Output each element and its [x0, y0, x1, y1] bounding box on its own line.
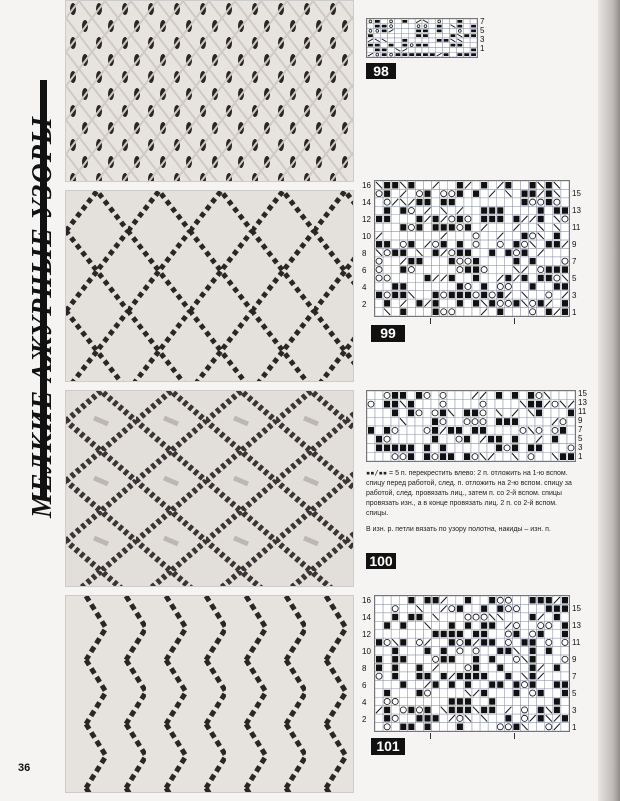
- page-title: МЕЛКИЕ АЖУРНЫЕ УЗОРЫ: [27, 115, 58, 519]
- cable-symbol: ▪▪/▪▪: [366, 469, 388, 477]
- row-number: 12: [362, 630, 371, 639]
- chart-101-row-numbers-right: [572, 605, 581, 741]
- page-number: 36: [18, 762, 31, 774]
- legend-note: В изн. р. петли вязать по узору полотна, накиды – изн. п.: [366, 526, 551, 533]
- row-number: 5: [572, 274, 577, 283]
- repeat-marker: [430, 318, 431, 324]
- row-number: 7: [572, 257, 577, 266]
- chart-100-row-numbers: [578, 390, 587, 462]
- chart-98: [366, 18, 478, 58]
- row-number: 7: [480, 17, 485, 26]
- row-number: 10: [362, 647, 371, 656]
- pattern-label-100: 100: [366, 553, 396, 569]
- row-number: 5: [572, 689, 577, 698]
- row-number: 1: [578, 452, 583, 461]
- swatch-photo-98: [65, 0, 354, 182]
- chart-99-row-numbers-right: [572, 190, 581, 326]
- row-number: 2: [362, 715, 367, 724]
- row-number: 7: [572, 672, 577, 681]
- row-number: 8: [362, 664, 367, 673]
- row-number: 4: [362, 283, 367, 292]
- legend-text: = 5 п. перекрестить влево: 2 п. отложить на 1-ю вспом. спицу перед работой, след. п. отложить на 2-ю вспом. спицу за работой, след. провязать лиц., затем п. со 2-й вспом. спицы провязать изн., а в конце провязать лиц. 2 п. со 2-й вспом. спицы.: [366, 470, 572, 517]
- row-number: 1: [572, 723, 577, 732]
- row-number: 9: [572, 655, 577, 664]
- pattern-label-101: 101: [371, 738, 405, 755]
- row-number: 15: [578, 389, 587, 398]
- row-number: 11: [572, 223, 581, 232]
- repeat-marker: [514, 318, 515, 324]
- row-number: 3: [572, 291, 577, 300]
- legend-cable-description: [366, 468, 576, 519]
- repeat-marker: [430, 733, 431, 739]
- row-number: 11: [578, 407, 587, 416]
- row-number: 11: [572, 638, 581, 647]
- legend: [366, 468, 576, 541]
- row-number: 1: [572, 308, 577, 317]
- chart-99-row-numbers-left: [362, 182, 371, 318]
- swatch-photo-101: [65, 595, 354, 793]
- row-number: 1: [480, 44, 485, 53]
- binding-spine: [598, 0, 620, 801]
- row-number: 3: [480, 35, 485, 44]
- row-number: 6: [362, 266, 367, 275]
- swatch-photo-100: [65, 390, 354, 587]
- swatch-photo-99: [65, 190, 354, 382]
- row-number: 9: [578, 416, 583, 425]
- repeat-marker: [514, 733, 515, 739]
- row-number: 15: [572, 604, 581, 613]
- row-number: 13: [572, 206, 581, 215]
- row-number: 15: [572, 189, 581, 198]
- row-number: 4: [362, 698, 367, 707]
- row-number: 3: [578, 443, 583, 452]
- row-number: 16: [362, 181, 371, 190]
- row-number: 7: [578, 425, 583, 434]
- row-number: 9: [572, 240, 577, 249]
- row-number: 14: [362, 198, 371, 207]
- chart-99: [374, 180, 570, 317]
- chart-98-row-numbers: [480, 18, 484, 54]
- row-number: 5: [480, 26, 485, 35]
- row-number: 10: [362, 232, 371, 241]
- row-number: 8: [362, 249, 367, 258]
- row-number: 6: [362, 681, 367, 690]
- pattern-label-98: 98: [366, 63, 396, 79]
- row-number: 2: [362, 300, 367, 309]
- pattern-label-99: 99: [371, 325, 405, 342]
- row-number: 12: [362, 215, 371, 224]
- chart-101: [374, 595, 570, 732]
- row-number: 16: [362, 596, 371, 605]
- row-number: 13: [572, 621, 581, 630]
- row-number: 14: [362, 613, 371, 622]
- row-number: 5: [578, 434, 583, 443]
- row-number: 3: [572, 706, 577, 715]
- row-number: 13: [578, 398, 587, 407]
- chart-100: [366, 390, 576, 462]
- chart-101-row-numbers-left: [362, 597, 371, 733]
